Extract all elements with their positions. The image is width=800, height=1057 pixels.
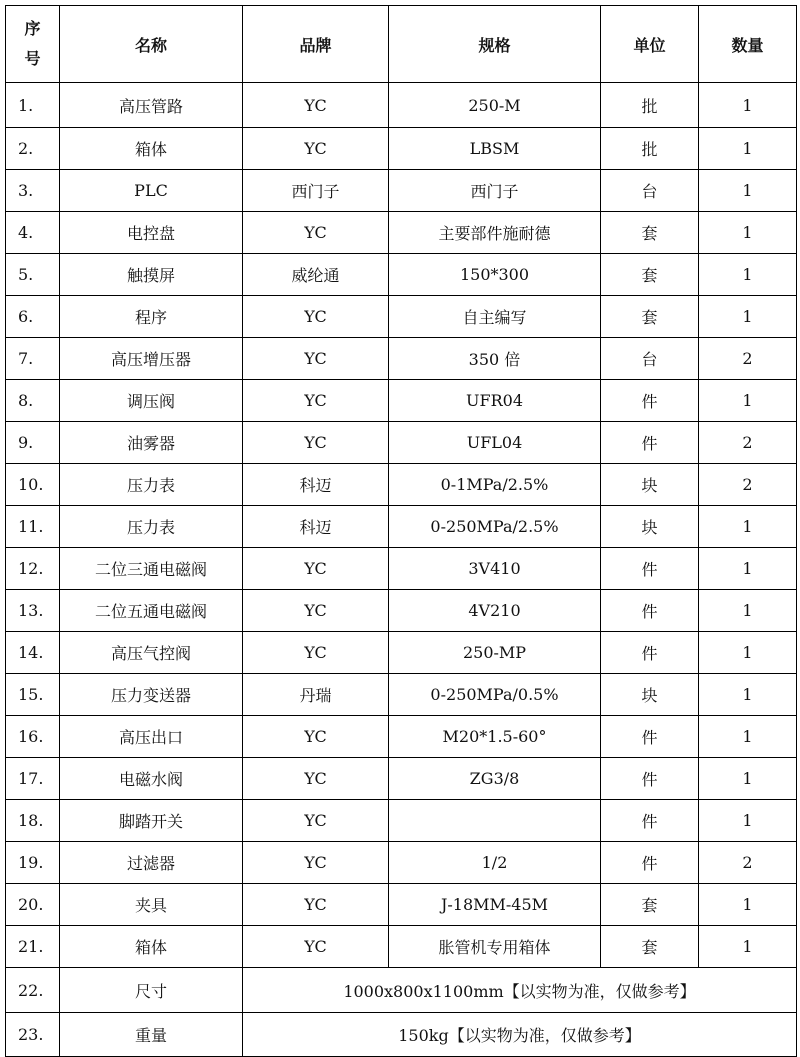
cell-seq: 21.: [6, 926, 60, 968]
cell-unit: 件: [601, 422, 699, 464]
cell-name: 夹具: [60, 884, 243, 926]
cell-unit: 块: [601, 464, 699, 506]
header-qty: 数量: [699, 6, 797, 83]
cell-qty: 1: [699, 926, 797, 968]
cell-qty: 1: [699, 506, 797, 548]
table-row: [6, 842, 797, 884]
table-row: [6, 548, 797, 590]
cell-qty: 1: [699, 716, 797, 758]
cell-qty: 1: [699, 884, 797, 926]
cell-spec: 0-1MPa/2.5%: [389, 464, 601, 506]
cell-summary-value: 150kg【以实物为准，仅做参考】: [243, 1013, 797, 1057]
table-row: [6, 800, 797, 842]
cell-name: 高压气控阀: [60, 632, 243, 674]
cell-unit: 套: [601, 884, 699, 926]
cell-qty: 2: [699, 338, 797, 380]
table-row: [6, 674, 797, 716]
summary-row: [6, 968, 797, 1013]
cell-unit: 台: [601, 338, 699, 380]
cell-unit: 件: [601, 380, 699, 422]
table-row: [6, 170, 797, 212]
header-name: 名称: [60, 6, 243, 83]
cell-spec: [389, 800, 601, 842]
cell-unit: 块: [601, 674, 699, 716]
cell-seq: 15.: [6, 674, 60, 716]
cell-brand: YC: [243, 338, 389, 380]
cell-brand: 科迈: [243, 464, 389, 506]
cell-name: 电控盘: [60, 212, 243, 254]
cell-seq: 1.: [6, 83, 60, 128]
cell-qty: 1: [699, 590, 797, 632]
header-brand: 品牌: [243, 6, 389, 83]
cell-brand: YC: [243, 926, 389, 968]
cell-qty: 2: [699, 842, 797, 884]
cell-unit: 块: [601, 506, 699, 548]
cell-qty: 1: [699, 212, 797, 254]
cell-brand: YC: [243, 800, 389, 842]
cell-seq: 11.: [6, 506, 60, 548]
cell-brand: YC: [243, 212, 389, 254]
cell-unit: 套: [601, 926, 699, 968]
cell-spec: M20*1.5-60°: [389, 716, 601, 758]
cell-seq: 5.: [6, 254, 60, 296]
cell-name: 高压增压器: [60, 338, 243, 380]
table-row: [6, 338, 797, 380]
cell-spec: 250-M: [389, 83, 601, 128]
header-seq: [6, 6, 60, 83]
header-seq-line1: 序: [24, 19, 41, 38]
cell-brand: 威纶通: [243, 254, 389, 296]
cell-name: 压力表: [60, 506, 243, 548]
cell-unit: 件: [601, 590, 699, 632]
cell-name: 高压管路: [60, 83, 243, 128]
cell-seq: 19.: [6, 842, 60, 884]
cell-name: 触摸屏: [60, 254, 243, 296]
cell-brand: YC: [243, 548, 389, 590]
cell-spec: 150*300: [389, 254, 601, 296]
cell-qty: 1: [699, 632, 797, 674]
cell-brand: YC: [243, 758, 389, 800]
cell-seq: 22.: [6, 968, 60, 1013]
cell-seq: 6.: [6, 296, 60, 338]
cell-seq: 18.: [6, 800, 60, 842]
cell-seq: 7.: [6, 338, 60, 380]
cell-unit: 批: [601, 128, 699, 170]
cell-brand: YC: [243, 716, 389, 758]
cell-name: 高压出口: [60, 716, 243, 758]
cell-spec: 4V210: [389, 590, 601, 632]
cell-name: 尺寸: [60, 968, 243, 1013]
cell-name: 压力表: [60, 464, 243, 506]
cell-spec: 自主编写: [389, 296, 601, 338]
cell-qty: 1: [699, 380, 797, 422]
table-row: [6, 212, 797, 254]
cell-seq: 3.: [6, 170, 60, 212]
cell-seq: 9.: [6, 422, 60, 464]
cell-unit: 批: [601, 83, 699, 128]
cell-brand: 西门子: [243, 170, 389, 212]
header-unit: 单位: [601, 6, 699, 83]
table-header: [6, 6, 797, 83]
cell-name: 脚踏开关: [60, 800, 243, 842]
cell-qty: 1: [699, 296, 797, 338]
table-row: [6, 128, 797, 170]
cell-seq: 17.: [6, 758, 60, 800]
cell-spec: 西门子: [389, 170, 601, 212]
cell-spec: 0-250MPa/0.5%: [389, 674, 601, 716]
cell-spec: 1/2: [389, 842, 601, 884]
cell-unit: 套: [601, 254, 699, 296]
cell-brand: YC: [243, 590, 389, 632]
cell-qty: 1: [699, 674, 797, 716]
cell-summary-value: 1000x800x1100mm【以实物为准，仅做参考】: [243, 968, 797, 1013]
cell-name: 箱体: [60, 128, 243, 170]
cell-qty: 1: [699, 254, 797, 296]
table-row: [6, 83, 797, 128]
cell-brand: 科迈: [243, 506, 389, 548]
cell-spec: ZG3/8: [389, 758, 601, 800]
cell-brand: 丹瑞: [243, 674, 389, 716]
cell-unit: 件: [601, 632, 699, 674]
cell-unit: 件: [601, 716, 699, 758]
table-row: [6, 380, 797, 422]
cell-name: PLC: [60, 170, 243, 212]
cell-name: 程序: [60, 296, 243, 338]
cell-spec: 胀管机专用箱体: [389, 926, 601, 968]
table-row: [6, 926, 797, 968]
cell-spec: 0-250MPa/2.5%: [389, 506, 601, 548]
table-body: [6, 83, 797, 1057]
cell-name: 重量: [60, 1013, 243, 1057]
cell-brand: YC: [243, 884, 389, 926]
table-row: [6, 506, 797, 548]
cell-unit: 件: [601, 842, 699, 884]
cell-seq: 4.: [6, 212, 60, 254]
cell-brand: YC: [243, 632, 389, 674]
table-row: [6, 716, 797, 758]
cell-spec: 主要部件施耐德: [389, 212, 601, 254]
cell-spec: 3V410: [389, 548, 601, 590]
table-row: [6, 422, 797, 464]
cell-unit: 件: [601, 800, 699, 842]
cell-name: 油雾器: [60, 422, 243, 464]
cell-unit: 件: [601, 548, 699, 590]
cell-seq: 20.: [6, 884, 60, 926]
cell-spec: LBSM: [389, 128, 601, 170]
header-spec: 规格: [389, 6, 601, 83]
cell-qty: 1: [699, 758, 797, 800]
cell-name: 调压阀: [60, 380, 243, 422]
cell-brand: YC: [243, 128, 389, 170]
cell-brand: YC: [243, 296, 389, 338]
cell-seq: 10.: [6, 464, 60, 506]
table-row: [6, 296, 797, 338]
cell-name: 二位三通电磁阀: [60, 548, 243, 590]
cell-name: 过滤器: [60, 842, 243, 884]
cell-qty: 1: [699, 128, 797, 170]
cell-spec: 250-MP: [389, 632, 601, 674]
cell-spec: J-18MM-45M: [389, 884, 601, 926]
cell-qty: 1: [699, 800, 797, 842]
cell-brand: YC: [243, 380, 389, 422]
cell-seq: 12.: [6, 548, 60, 590]
summary-row: [6, 1013, 797, 1057]
equipment-list-table: [5, 5, 797, 1057]
cell-qty: 1: [699, 548, 797, 590]
table-row: [6, 464, 797, 506]
table-row: [6, 884, 797, 926]
cell-qty: 1: [699, 170, 797, 212]
cell-seq: 14.: [6, 632, 60, 674]
cell-seq: 8.: [6, 380, 60, 422]
cell-name: 电磁水阀: [60, 758, 243, 800]
cell-unit: 台: [601, 170, 699, 212]
cell-unit: 件: [601, 758, 699, 800]
cell-seq: 23.: [6, 1013, 60, 1057]
cell-spec: UFL04: [389, 422, 601, 464]
cell-name: 二位五通电磁阀: [60, 590, 243, 632]
cell-brand: YC: [243, 842, 389, 884]
table-row: [6, 254, 797, 296]
table-row: [6, 632, 797, 674]
cell-unit: 套: [601, 212, 699, 254]
cell-brand: YC: [243, 422, 389, 464]
cell-seq: 13.: [6, 590, 60, 632]
cell-unit: 套: [601, 296, 699, 338]
cell-brand: YC: [243, 83, 389, 128]
cell-name: 压力变送器: [60, 674, 243, 716]
cell-qty: 2: [699, 422, 797, 464]
cell-spec: 350 倍: [389, 338, 601, 380]
cell-seq: 16.: [6, 716, 60, 758]
table-row: [6, 758, 797, 800]
header-row: [6, 6, 797, 83]
cell-seq: 2.: [6, 128, 60, 170]
header-seq-line2: 号: [24, 49, 41, 68]
cell-name: 箱体: [60, 926, 243, 968]
cell-qty: 2: [699, 464, 797, 506]
cell-spec: UFR04: [389, 380, 601, 422]
table-row: [6, 590, 797, 632]
cell-qty: 1: [699, 83, 797, 128]
